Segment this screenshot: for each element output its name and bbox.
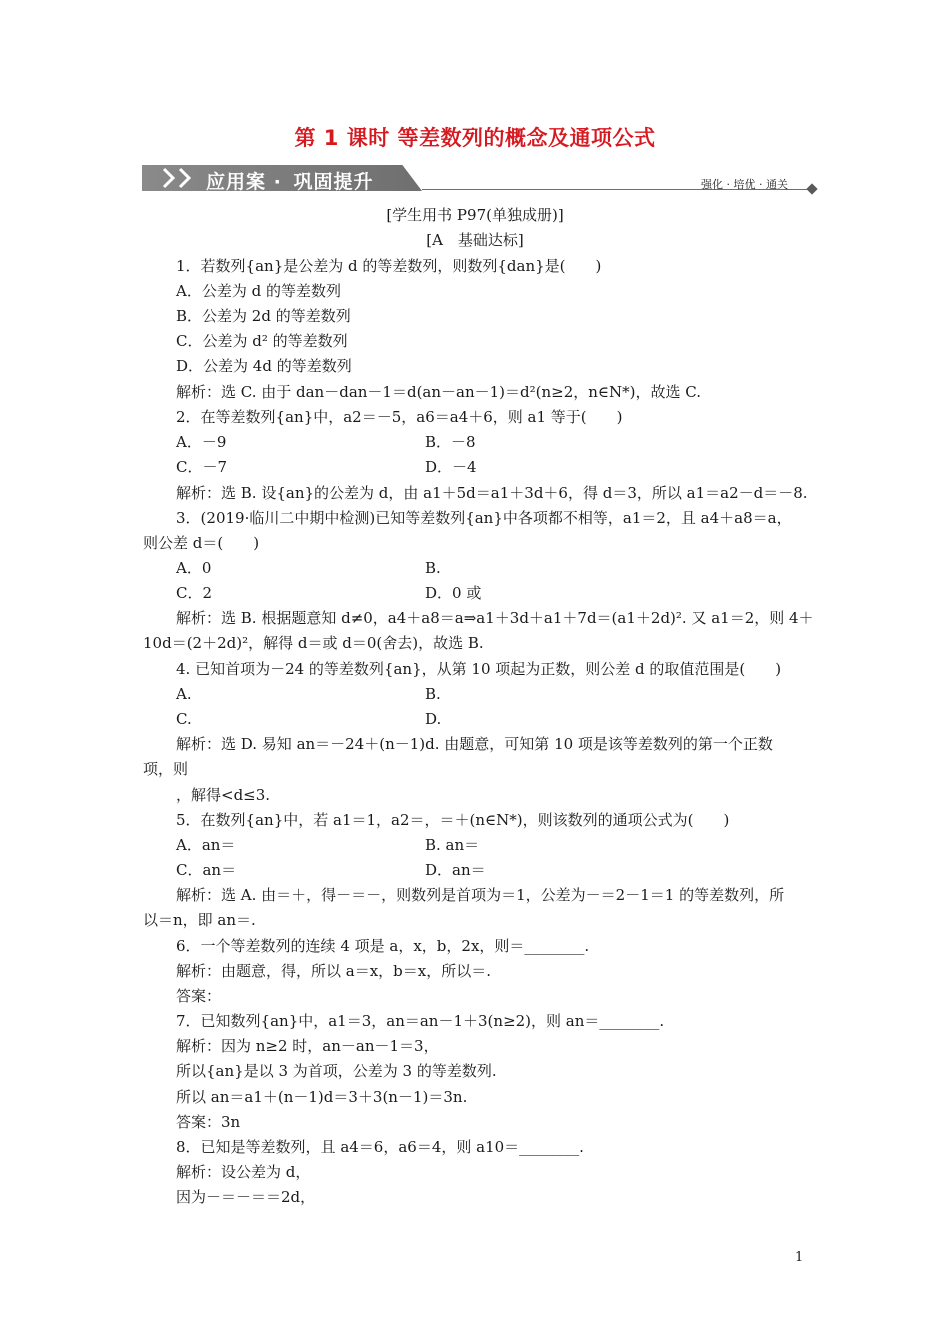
solution: 解析：选 D. 易知 an＝－24＋(n－1)d. 由题意，可知第 10 项是该等差数列的第一个正数 [176,735,773,753]
option: D．－4 [425,458,477,476]
source-note: [学生用书 P97(单独成册)] [386,206,564,224]
solution: 解析：选 A. 由＝＋，得－＝－，则数列是首项为＝1，公差为－＝2－1＝1 的等差数列，所 [176,886,785,904]
option: C. [176,710,192,728]
option: C．2 [176,584,213,602]
question-1: 1．若数列{an}是公差为 d 的等差数列，则数列{dan}是( ) [176,257,602,275]
solution-cont: 所以 an＝a1＋(n－1)d＝3＋3(n－1)＝3n. [176,1088,468,1106]
banner-subtitle: 强化 · 培优 · 通关 [701,178,788,191]
option: D. [425,710,442,728]
solution: 解析：设公差为 d， [176,1163,311,1181]
option: A．an＝ [176,836,236,854]
solution-cont: 以＝n，即 an＝. [143,911,256,929]
banner-right-label: 巩固提升 [293,171,374,193]
solution-cont: 项，则 [143,760,189,778]
solution-cont: ，解得<d≤3. [176,786,271,804]
question-8: 8．已知是等差数列，且 a4＝6，a6＝4，则 a10＝________. [176,1138,584,1156]
page-title: 第 1 课时 等差数列的概念及通项公式 [294,126,656,150]
option: A．公差为 d 的等差数列 [176,282,341,300]
solution: 解析：选 B. 设{an}的公差为 d，由 a1＋5d＝a1＋3d＋6，得 d＝3，所以 a1＝a2－d＝－8. [176,484,808,502]
option: C．－7 [176,458,228,476]
solution: 解析：因为 n≥2 时，an－an－1＝3， [176,1037,439,1055]
chevron-right-icon [162,167,176,189]
question-3: 3．(2019·临川二中期中检测)已知等差数列{an}中各项都不相等，a1＝2，且 a4＋a8＝a， [176,509,792,527]
option: B. [425,559,441,577]
solution: 解析：由题意，得，所以 a＝x，b＝x，所以＝. [176,962,492,980]
question-5: 5．在数列{an}中，若 a1＝1，a2＝，＝＋(n∈N*)，则该数列的通项公式为( ) [176,811,730,829]
question-7: 7．已知数列{an}中，a1＝3，an＝an－1＋3(n≥2)，则 an＝________. [176,1012,665,1030]
question-2: 2．在等差数列{an}中，a2＝－5，a6＝a4＋6，则 a1 等于( ) [176,408,623,426]
page-number: 1 [795,1250,804,1265]
solution-cont: 因为－＝－＝＝2d， [176,1188,316,1206]
answer: 答案： [176,987,222,1005]
option: D．an＝ [425,861,486,879]
question-6: 6．一个等差数列的连续 4 项是 a，x，b，2x，则＝________. [176,937,590,955]
option: A. [176,685,192,703]
banner-left-label: 应用案 [206,171,267,193]
option: B．公差为 2d 的等差数列 [176,307,351,325]
chevron-right-icon [178,167,192,189]
option: C．公差为 d² 的等差数列 [176,332,348,350]
option: B. an＝ [425,836,480,854]
section-banner [142,165,818,193]
option: C．an＝ [176,861,237,879]
solution-cont: 10d＝(2＋2d)²，解得 d＝或 d＝0(舍去)，故选 B. [143,634,484,652]
diamond-icon [806,183,817,194]
option: A．－9 [176,433,227,451]
solution-cont: 所以{an}是以 3 为首项，公差为 3 的等差数列. [176,1062,497,1080]
option: B. [425,685,441,703]
answer: 答案：3n [176,1113,241,1131]
option: D．公差为 4d 的等差数列 [176,357,352,375]
solution: 解析：选 C. 由于 dan－dan－1＝d(an－an－1)＝d²(n≥2，n∈N*)，故选 C. [176,383,701,401]
question-4: 4. 已知首项为－24 的等差数列{an}，从第 10 项起为正数，则公差 d 的取值范围是( ) [176,660,782,678]
option: D．0 或 [425,584,482,602]
option: B．－8 [425,433,476,451]
solution: 解析：选 B. 根据题意知 d≠0，a4＋a8＝a⇒a1＋3d＋a1＋7d＝(a1＋2d)². 又 a1＝2，则 4＋ [176,609,814,627]
banner-heading [206,167,374,194]
section-label: [A 基础达标] [426,231,524,249]
banner-dot: · [273,171,282,193]
option: A．0 [176,559,212,577]
question-3-cont: 则公差 d＝( ) [143,534,260,552]
